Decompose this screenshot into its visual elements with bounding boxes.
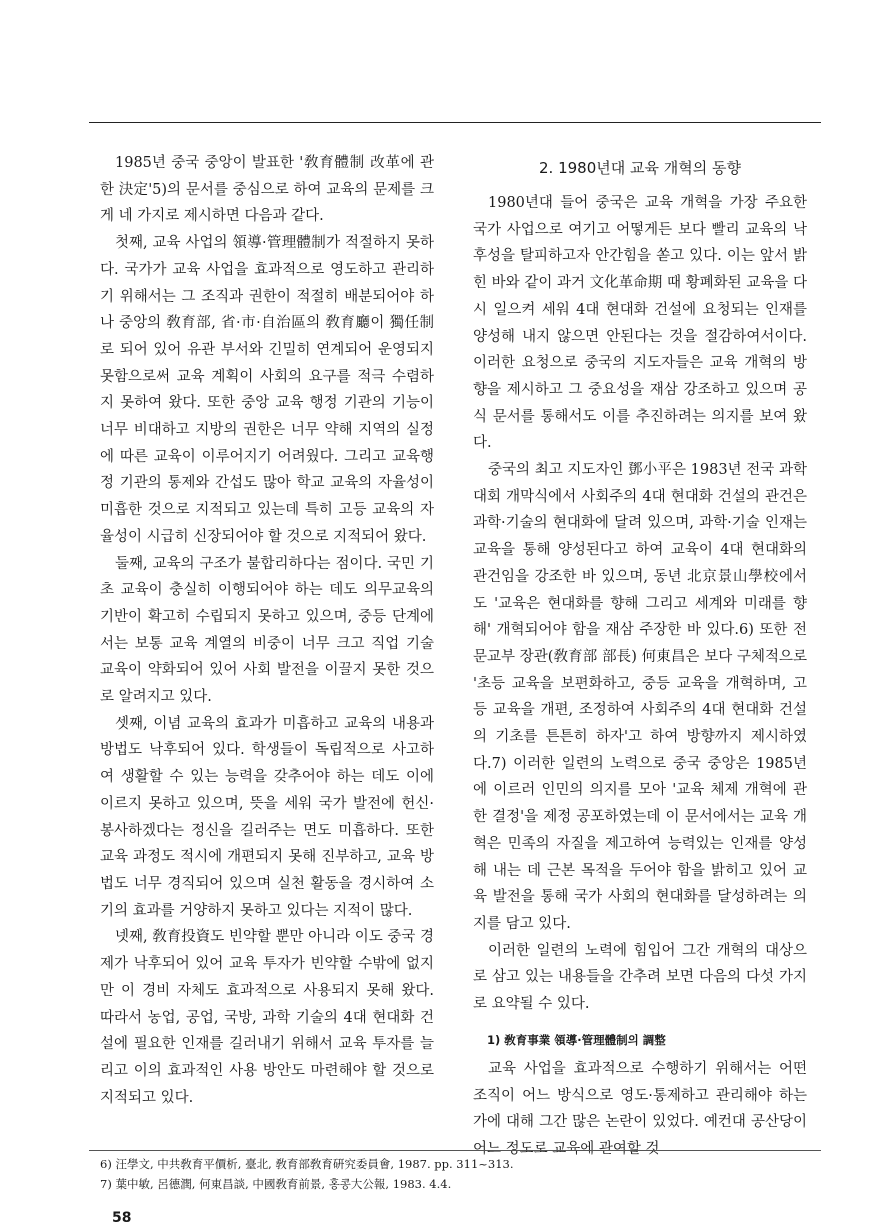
left-column xyxy=(100,150,434,1111)
left-paragraph-5: 넷째, 敎育投資도 빈약할 뿐만 아니라 이도 중국 경제가 낙후되어 있어 교육 투자가 빈약할 수밖에 없지만 이 경비 자체도 효과적으로 사용되지 못해 왔다. 따라서 농업, 공업, 국방, 과학 기술의 4대 현대화 건설에 필요한 인재를 길러내기 위해서 교육 투자를 늘리고 이의 효과적인 사용 방안도 마련해야 할 것으로 지적되고 있다. xyxy=(100,929,434,1106)
footnote-rule xyxy=(89,1150,821,1151)
page-number: 58 xyxy=(112,1210,132,1226)
right-paragraph-3: 이러한 일련의 노력에 힘입어 그간 개혁의 대상으로 삼고 있는 내용들을 간추려 보면 다음의 다섯 가지로 요약될 수 있다. xyxy=(473,942,807,1013)
right-column xyxy=(473,150,807,1163)
section-title: 2. 1980년대 교육 개혁의 동향 xyxy=(539,159,741,177)
footnotes xyxy=(100,1154,820,1194)
footnote-7: 7) 葉中敏, 呂德潤, 何東昌談, 中國敎育前景, 홍콩大公報, 1983. 4.4. xyxy=(100,1177,452,1191)
right-paragraph-1: 1980년대 들어 중국은 교육 개혁을 가장 주요한 국가 사업으로 여기고 어떻게든 보다 빨리 교육의 낙후성을 탈피하고자 안간힘을 쏟고 있다. 이는 앞서 밝힌 바와 같이 과거 文化革命期 때 황폐화된 교육을 다시 일으켜 세워 4대 현대화 건설에 요청되는 인재를 양성해 내지 않으면 안된다는 것을 절감하여서이다. 이러한 요청으로 중국의 지도자들은 교육 개혁의 방향을 제시하고 그 중요성을 재삼 강조하고 있으며 공식 문서를 통해서도 이를 추진하려는 의지를 보여 왔다. xyxy=(473,195,807,452)
left-paragraph-4: 셋째, 이념 교육의 효과가 미흡하고 교육의 내용과 방법도 낙후되어 있다. 학생들이 독립적으로 사고하여 생활할 수 있는 능력을 갖추어야 하는 데도 이에 이르지 못하고 있으며, 뜻을 세워 국가 발전에 헌신·봉사하겠다는 정신을 길러주는 면도 미흡하다. 또한 교육 과정도 적시에 개편되지 못해 진부하고, 교육 방법도 너무 경직되어 있으며 실천 활동을 경시하여 소기의 효과를 거양하지 못하고 있다는 지적이 많다. xyxy=(100,715,434,919)
footnote-6: 6) 汪學文, 中共敎育平價析, 臺北, 敎育部敎育硏究委員會, 1987. pp. 311~313. xyxy=(100,1157,514,1171)
right-paragraph-2: 중국의 최고 지도자인 鄧小平은 1983년 전국 과학대회 개막식에서 사회주의 4대 현대화 건설의 관건은 과학·기술의 현대화에 달려 있으며, 과학·기술 인재는 교육을 통해 양성된다고 하여 교육이 4대 현대화의 관건임을 강조한 바 있으며, 동년 北京景山學校에서도 '교육은 현대화를 향해 그리고 세계와 미래를 향해' 개혁되어야 함을 재삼 주장한 바 있다.6) 또한 전 문교부 장관(敎育部 部長) 何東昌은 보다 구체적으로 '초등 교육을 보편화하고, 중등 교육을 개혁하며, 고등 교육을 개편, 조정하여 사회주의 4대 현대화 건설의 기초를 튼튼히 하자'고 하여 방향까지 제시하였다.7) 이러한 일련의 노력으로 중국 중앙은 1985년에 이르러 인민의 의지를 모아 '교육 체제 개혁에 관한 결정'을 제정 공포하였는데 이 문서에서는 교육 개혁은 민족의 자질을 제고하여 능력있는 인재를 양성해 내는 데 근본 목적을 두어야 함을 밝히고 있어 교육 발전을 통해 국가 사회의 현대화를 달성하려는 의지를 담고 있다. xyxy=(473,462,807,932)
left-paragraph-1: 1985년 중국 중앙이 발표한 '敎育體制 改革에 관한 決定'5)의 문서를 중심으로 하여 교육의 문제를 크게 네 가지로 제시하면 다음과 같다. xyxy=(100,155,434,225)
subheading-paragraph: 교육 사업을 효과적으로 수행하기 위해서는 어떤 조직이 어느 방식으로 영도·통제하고 관리해야 하는가에 대해 그간 많은 논란이 있었다. 예컨대 공산당이 어느 정도로 교육에 관여할 것 xyxy=(473,1060,807,1157)
left-paragraph-2: 첫째, 교육 사업의 領導·管理體制가 적절하지 못하다. 국가가 교육 사업을 효과적으로 영도하고 관리하기 위해서는 그 조직과 권한이 적절히 배분되어야 하나 중앙의 敎育部, 省·市·自治區의 敎育廳이 獨任制로 되어 있어 유관 부서와 긴밀히 연계되어 운영되지 못함으로써 교육 계획이 사회의 요구를 적극 수렴하지 못하여 왔다. 또한 중앙 교육 행정 기관의 기능이 너무 비대하고 지방의 권한은 너무 약해 지역의 실정에 따른 교육이 이루어지기 어려웠다. 그리고 교육행정 기관의 통제와 간섭도 많아 학교 교육의 자율성이 미흡한 것으로 지적되고 있는데 특히 고등 교육의 자율성이 시급히 신장되어야 할 것으로 지적되어 왔다. xyxy=(100,235,434,545)
left-paragraph-3: 둘째, 교육의 구조가 불합리하다는 점이다. 국민 기초 교육이 충실히 이행되어야 하는 데도 의무교육의 기반이 확고히 수립되지 못하고 있으며, 중등 단계에서는 보통 교육 계열의 비중이 너무 크고 직업 기술 교육이 약화되어 있어 사회 발전을 이끌지 못한 것으로 알려지고 있다. xyxy=(100,555,434,706)
subheading: 1) 敎育事業 領導·管理體制의 調整 xyxy=(487,1032,666,1047)
header-rule xyxy=(89,122,821,123)
